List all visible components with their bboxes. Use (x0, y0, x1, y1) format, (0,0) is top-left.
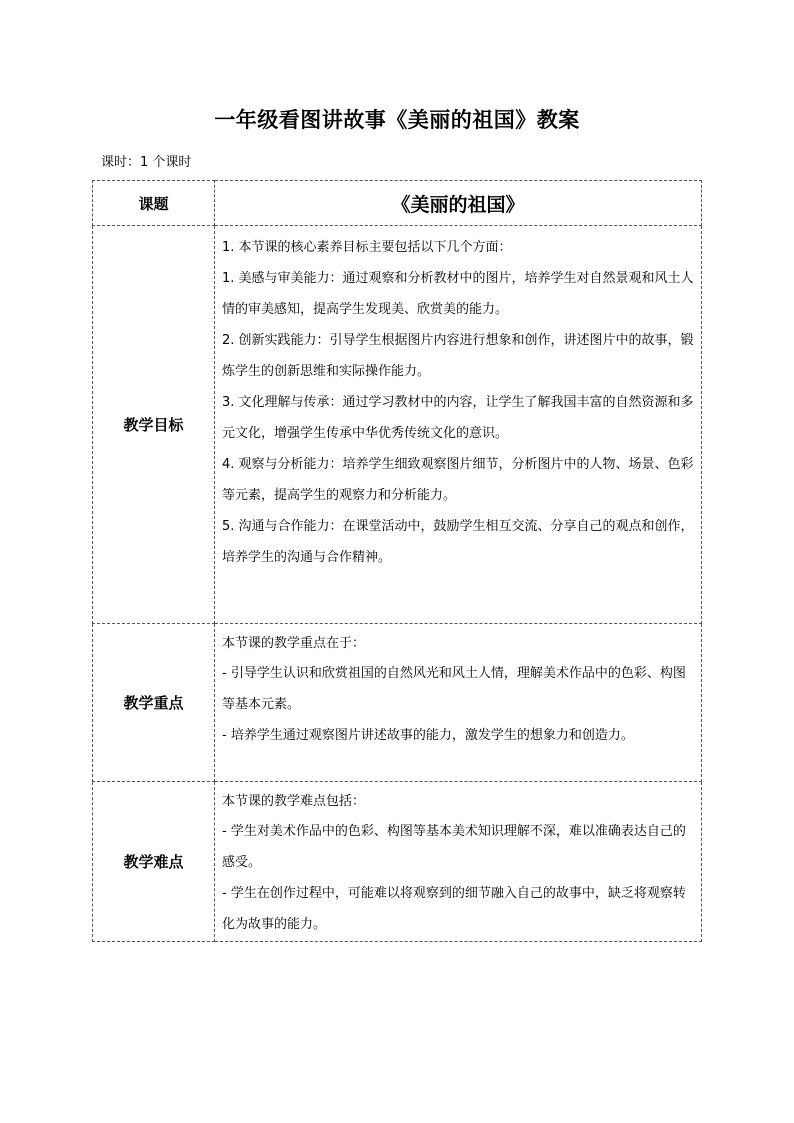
goals-paragraph: 3. 文化理解与传承：通过学习教材中的内容，让学生了解我国丰富的自然资源和多元文化，增强学生传承中华优秀传统文化的意识。 (222, 395, 694, 441)
goals-paragraph: 1. 美感与审美能力：通过观察和分析教材中的图片，培养学生对自然景观和风土人情的审美感知，提高学生发现美、欣赏美的能力。 (222, 271, 694, 317)
goals-content (215, 226, 701, 573)
difficulty-paragraph: 本节课的教学难点包括： (222, 794, 366, 809)
goals-paragraph: 2. 创新实践能力：引导学生根据图片内容进行想象和创作，讲述图片中的故事，锻炼学生的创新思维和实际操作能力。 (222, 333, 694, 379)
topic-label: 课题 (93, 181, 215, 226)
class-hours: 课时：1 个课时 (101, 155, 192, 170)
difficulty-cell (215, 782, 702, 942)
table-row-topic (93, 181, 702, 226)
focus-cell (215, 624, 702, 782)
focus-paragraph: 本节课的教学重点在于： (222, 636, 366, 651)
table-row-difficulty (93, 782, 702, 942)
difficulty-content (215, 782, 701, 940)
goals-paragraph: 5. 沟通与合作能力：在课堂活动中，鼓励学生相互交流、分享自己的观点和创作，培养学生的沟通与合作精神。 (222, 519, 694, 565)
goals-label: 教学目标 (93, 226, 215, 624)
lesson-plan-table (92, 180, 702, 942)
focus-content (215, 624, 701, 751)
table-row-goals (93, 226, 702, 624)
topic-value: 《美丽的祖国》 (215, 181, 702, 226)
goals-paragraph: 4. 观察与分析能力：培养学生细致观察图片细节，分析图片中的人物、场景、色彩等元素，提高学生的观察力和分析能力。 (222, 457, 694, 503)
table-row-focus (93, 624, 702, 782)
focus-paragraph: - 引导学生认识和欣赏祖国的自然风光和风土人情，理解美术作品中的色彩、构图等基本元素。 (222, 666, 686, 712)
focus-paragraph: - 培养学生通过观察图片讲述故事的能力，激发学生的想象力和创造力。 (222, 728, 634, 743)
focus-label: 教学重点 (93, 624, 215, 782)
goals-paragraph: 1. 本节课的核心素养目标主要包括以下几个方面： (222, 240, 512, 255)
difficulty-paragraph: - 学生对美术作品中的色彩、构图等基本美术知识理解不深，难以准确表达自己的感受。 (222, 824, 686, 870)
goals-cell (215, 226, 702, 624)
difficulty-label: 教学难点 (93, 782, 215, 942)
difficulty-paragraph: - 学生在创作过程中，可能难以将观察到的细节融入自己的故事中，缺乏将观察转化为故事的能力。 (222, 886, 686, 932)
document-title: 一年级看图讲故事《美丽的祖国》教案 (214, 108, 580, 132)
